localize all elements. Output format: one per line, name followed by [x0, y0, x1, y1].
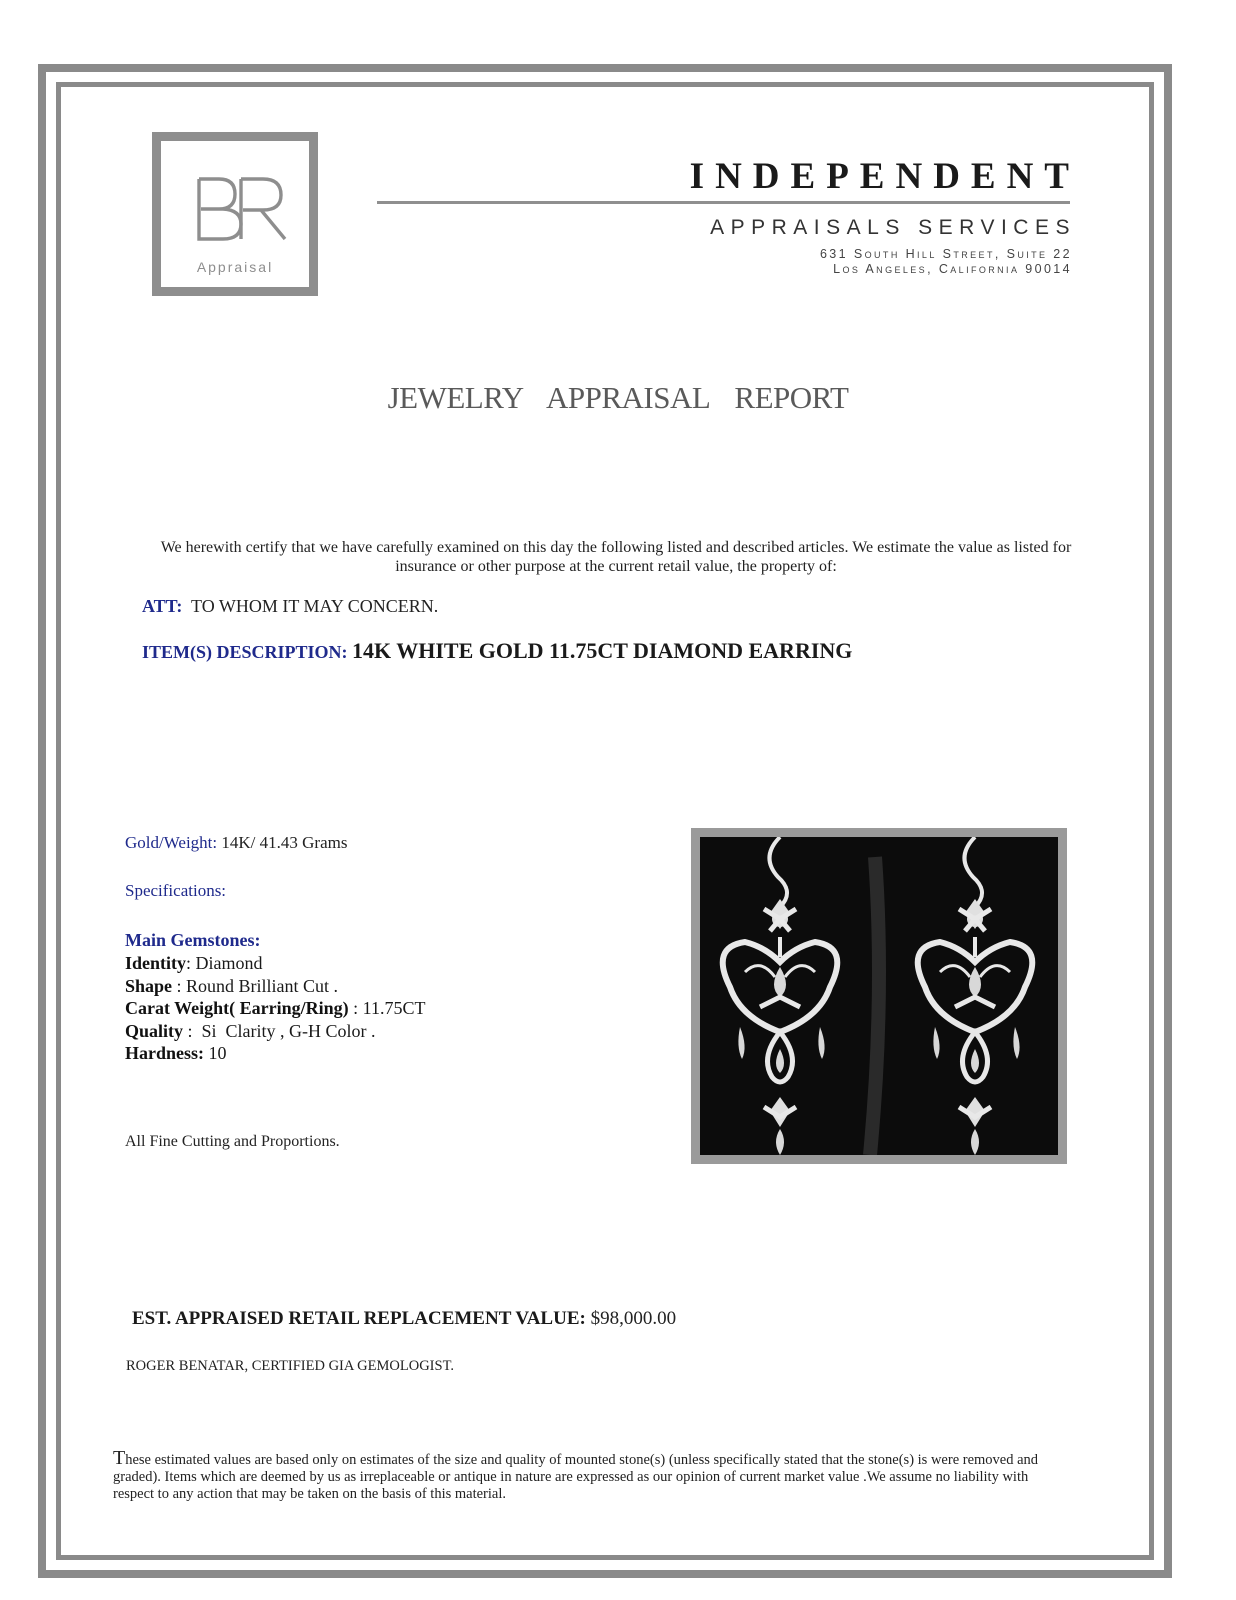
address-line-1: 631 South Hill Street, Suite 22 — [819, 247, 1072, 261]
earring-image-icon — [700, 837, 1058, 1155]
att-label: ATT: — [142, 596, 183, 616]
gold-weight — [125, 833, 347, 853]
carat-label: Carat Weight( Earring/Ring) — [125, 998, 349, 1018]
disclaimer-text: hese estimated values are based only on estimates of the size and quality of mounted stone(s) (unless specifically stated that the stone(s) is were removed and graded). Items which are deemed by us as irreplaceable or antique in nature are expressed as our opinion of current market value .We assume no liability with respect to any action that may be taken on the basis of this material. — [113, 1452, 1039, 1502]
inner-border — [56, 82, 1154, 1560]
identity-value: : Diamond — [186, 953, 263, 973]
header-divider — [377, 201, 1070, 204]
appraisal-logo — [152, 132, 318, 296]
item-description-label: ITEM(S) DESCRIPTION: — [142, 642, 348, 662]
identity-label: Identity — [125, 953, 187, 973]
identity-row — [125, 952, 426, 975]
att-line — [142, 596, 438, 617]
company-header — [377, 155, 1080, 277]
shape-row — [125, 975, 426, 998]
main-gemstones-heading: Main Gemstones: — [125, 930, 261, 950]
hardness-row — [125, 1042, 426, 1065]
report-title: JEWELRY APPRAISAL REPORT — [387, 380, 849, 415]
logo-label: Appraisal — [196, 259, 274, 275]
carat-value: : 11.75CT — [348, 998, 426, 1018]
br-monogram-icon — [161, 141, 309, 251]
estimated-value — [132, 1308, 676, 1330]
earring-photo-inner — [700, 837, 1058, 1155]
hardness-label: Hardness: — [125, 1043, 205, 1063]
disclaimer-initial: T — [113, 1447, 126, 1469]
carat-row — [125, 997, 426, 1020]
company-name: INDEPENDENT — [689, 156, 1080, 197]
company-address — [377, 247, 1072, 277]
quality-label: Quality — [125, 1020, 184, 1041]
gold-weight-label: Gold/Weight: — [125, 833, 218, 852]
company-subtitle: APPRAISALS SERVICES — [710, 216, 1076, 239]
earring-photo — [691, 828, 1067, 1164]
estimated-value-label: EST. APPRAISED RETAIL REPLACEMENT VALUE: — [132, 1308, 586, 1329]
disclaimer — [113, 1447, 1053, 1503]
item-description — [142, 638, 852, 664]
quality-value: : Si Clarity , G-H Color . — [183, 1020, 376, 1041]
hardness-value: 10 — [204, 1043, 227, 1063]
shape-value: : Round Brilliant Cut . — [172, 975, 339, 996]
quality-row — [125, 1020, 426, 1043]
certification-statement: We herewith certify that we have carefully examined on this day the following listed and described articles. We estimate the value as listed for insurance or other purpose at the current retail value, the property of: — [160, 539, 1072, 575]
proportions-note: All Fine Cutting and Proportions. — [125, 1133, 340, 1150]
shape-label: Shape — [125, 975, 173, 996]
estimated-value-amount: $98,000.00 — [590, 1308, 677, 1329]
gold-weight-value: 14K/ 41.43 Grams — [221, 833, 348, 852]
att-value: TO WHOM IT MAY CONCERN. — [191, 596, 439, 616]
gemstone-specs — [125, 952, 426, 1065]
item-description-value: 14K WHITE GOLD 11.75CT DIAMOND EARRING — [352, 638, 853, 663]
specifications-label: Specifications: — [125, 881, 227, 900]
address-line-2: Los Angeles, California 90014 — [833, 262, 1072, 276]
gemologist-signature: ROGER BENATAR, CERTIFIED GIA GEMOLOGIST. — [126, 1358, 454, 1374]
